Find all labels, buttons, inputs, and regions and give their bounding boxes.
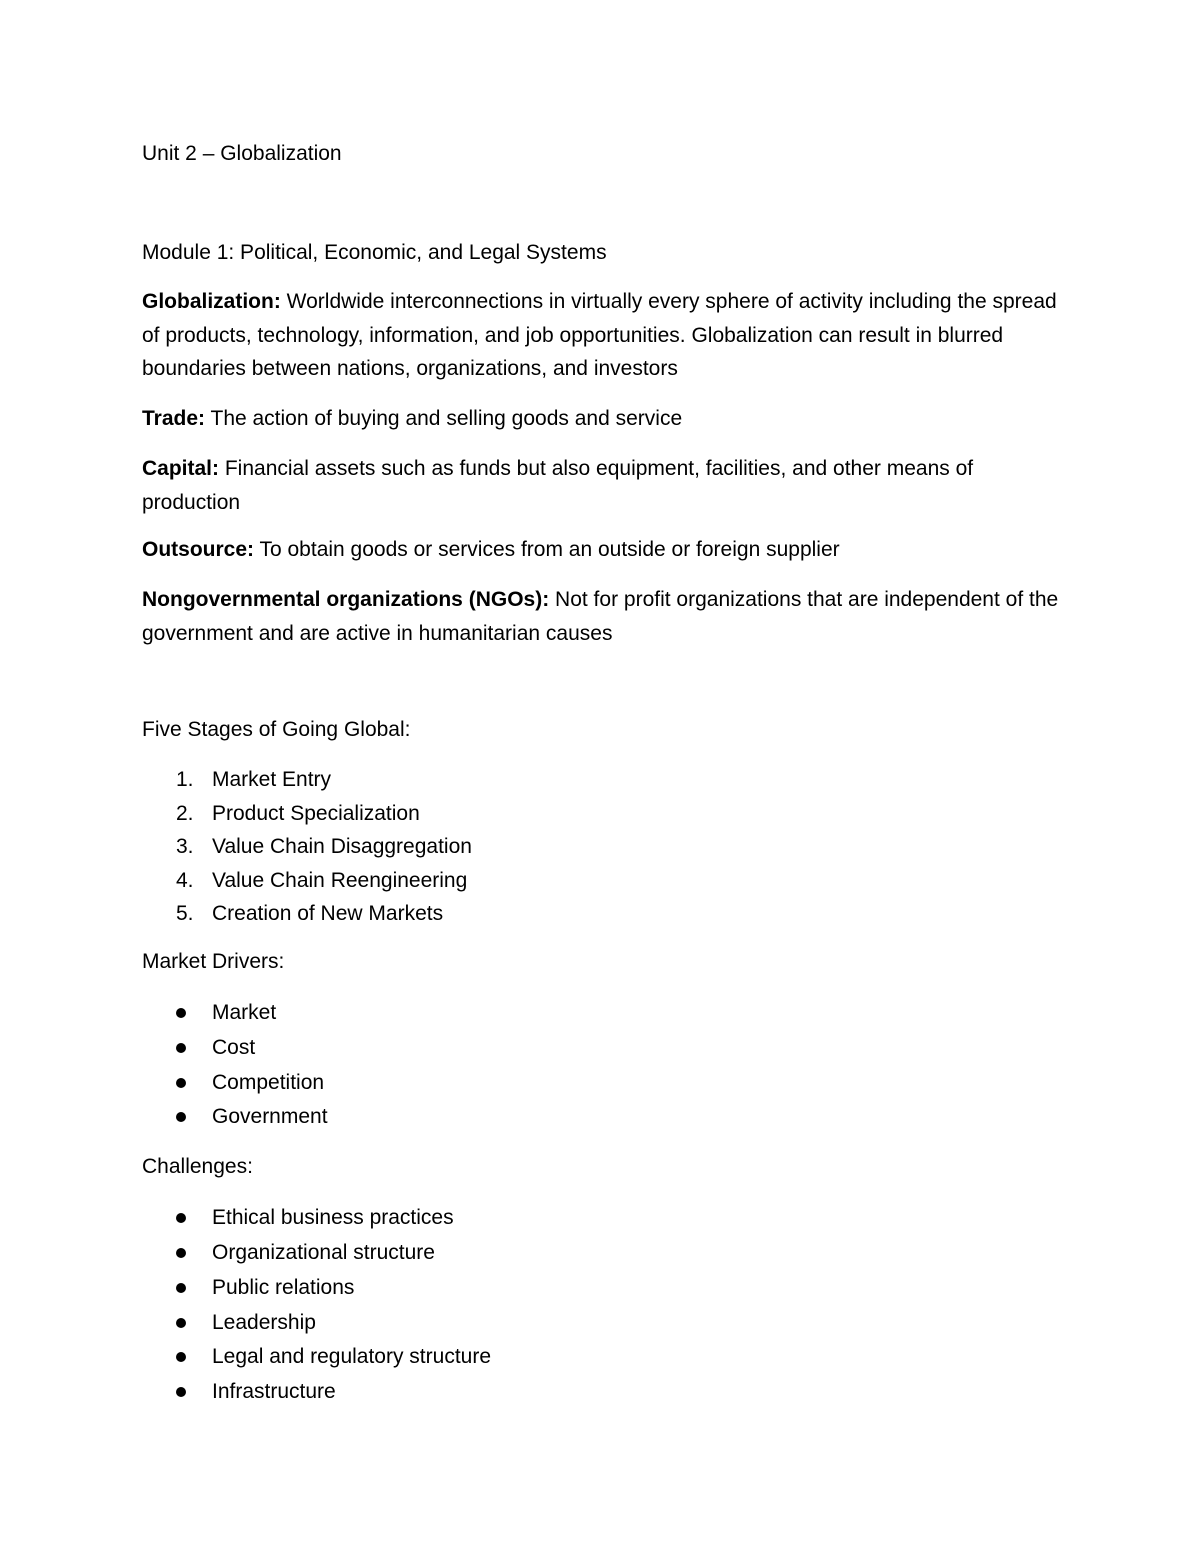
definition-text: To obtain goods or services from an outside or foreign supplier	[254, 538, 840, 561]
definition-term: Nongovernmental organizations (NGOs)	[142, 588, 543, 611]
list-item-label: Competition	[212, 1071, 325, 1094]
definition-trade	[142, 402, 1062, 436]
list-item-label: Infrastructure	[212, 1380, 336, 1403]
definition-text: The action of buying and selling goods and service	[205, 407, 683, 430]
definition-text: Worldwide interconnections in virtually every sphere of activity including the spread of products, technology, information, and job opportunities. Globalization can result in blurred boundaries between nations, organizations, and investors	[142, 290, 1057, 380]
list-item-label: Value Chain Disaggregation	[212, 835, 472, 858]
definition-ngos	[142, 583, 1062, 650]
list-item-label: Value Chain Reengineering	[212, 869, 468, 892]
bullet-icon	[176, 1213, 186, 1223]
list-item-label: Leadership	[212, 1311, 316, 1334]
bullet-icon	[176, 1352, 186, 1362]
list-item-label: Cost	[212, 1036, 256, 1059]
list-item-label: Organizational structure	[212, 1241, 435, 1264]
bullet-icon	[176, 1248, 186, 1258]
list-item-label: Public relations	[212, 1276, 355, 1299]
stages-heading: Five Stages of Going Global:	[142, 718, 411, 741]
definition-separator: :	[198, 407, 206, 430]
definition-capital	[142, 452, 1062, 519]
list-item-label: Market Entry	[212, 768, 332, 791]
bullet-icon	[176, 1318, 186, 1328]
bullet-icon	[176, 1078, 186, 1088]
list-number: 3.	[176, 835, 194, 858]
list-number: 2.	[176, 802, 194, 825]
definition-separator: :	[273, 290, 281, 313]
definition-term: Trade	[142, 407, 199, 430]
list-item-label: Ethical business practices	[212, 1206, 454, 1229]
list-item-label: Creation of New Markets	[212, 902, 444, 925]
bullet-icon	[176, 1112, 186, 1122]
market-drivers-heading: Market Drivers:	[142, 950, 285, 973]
definition-separator: :	[247, 538, 255, 561]
definition-term: Outsource	[142, 538, 248, 561]
challenges-heading: Challenges:	[142, 1155, 253, 1178]
list-item-label: Legal and regulatory structure	[212, 1345, 491, 1368]
bullet-icon	[176, 1283, 186, 1293]
list-item-label: Product Specialization	[212, 802, 420, 825]
unit-title: Unit 2 – Globalization	[142, 142, 342, 165]
definition-outsource	[142, 533, 1062, 567]
list-number: 1.	[176, 768, 194, 791]
bullet-icon	[176, 1387, 186, 1397]
definition-term: Capital	[142, 457, 213, 480]
definition-text: Financial assets such as funds but also equipment, facilities, and other means of production	[142, 457, 974, 514]
list-number: 5.	[176, 902, 194, 925]
list-number: 4.	[176, 869, 194, 892]
bullet-icon	[176, 1008, 186, 1018]
definition-globalization	[142, 285, 1062, 386]
definition-separator: :	[212, 457, 220, 480]
definition-term: Globalization	[142, 290, 274, 313]
list-item-label: Market	[212, 1001, 277, 1024]
definition-separator: :	[542, 588, 550, 611]
list-item-label: Government	[212, 1105, 328, 1128]
bullet-icon	[176, 1043, 186, 1053]
module-title: Module 1: Political, Economic, and Legal Systems	[142, 241, 607, 264]
definition-text: Not for profit organizations that are independent of the government and are active in humanitarian causes	[142, 588, 1059, 645]
